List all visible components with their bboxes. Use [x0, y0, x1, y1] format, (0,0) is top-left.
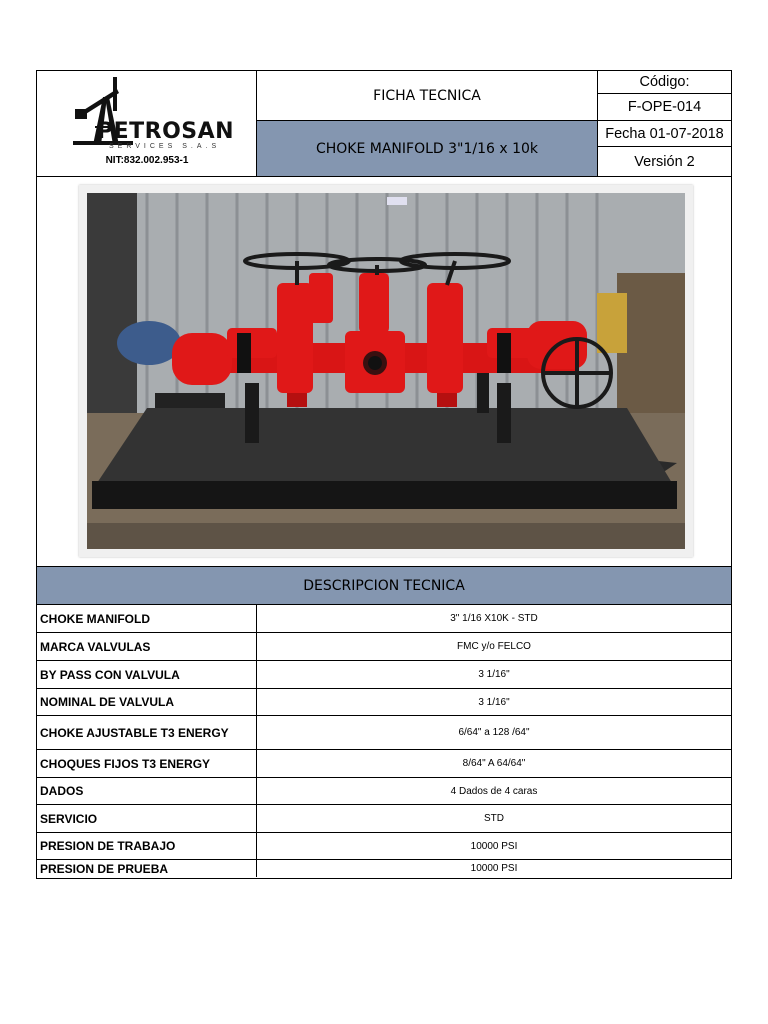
spec-label: MARCA VALVULAS: [37, 633, 257, 660]
table-row: [37, 833, 731, 860]
choke-manifold-illustration: [87, 193, 685, 549]
spec-value: 4 Dados de 4 caras: [450, 785, 538, 797]
document-date: Fecha 01-07-2018: [598, 121, 731, 147]
spec-value: FMC y/o FELCO: [457, 641, 531, 652]
spec-label: PRESION DE TRABAJO: [37, 833, 257, 859]
table-row: [37, 805, 731, 833]
spec-label: CHOKE AJUSTABLE T3 ENERGY: [37, 716, 257, 749]
table-row: [37, 778, 731, 805]
table-row: [37, 750, 731, 778]
photo-cell: [37, 177, 731, 567]
spec-label: DADOS: [37, 778, 257, 804]
code-value: F-OPE-014: [598, 94, 731, 121]
table-row: [37, 860, 731, 877]
brand-tagline: SERVICES S.A.S: [109, 143, 221, 150]
spec-label: CHOQUES FIJOS T3 ENERGY: [37, 750, 257, 777]
document-title: FICHA TECNICA: [257, 71, 598, 121]
logo-cell: [37, 71, 257, 177]
document-subtitle: CHOKE MANIFOLD 3"1/16 x 10k: [257, 121, 598, 177]
choke-manifold-photo: [79, 185, 693, 557]
spec-value: 3 1/16": [478, 696, 510, 708]
spec-value: 10000 PSI: [470, 840, 518, 852]
table-row: [37, 661, 731, 689]
spec-value: 6/64" a 128 /64": [458, 727, 530, 738]
brand-name: PETROSAN: [97, 119, 235, 144]
document-version: Versión 2: [598, 147, 731, 177]
spec-value: 3" 1/16 X10K - STD: [450, 613, 538, 624]
table-row: [37, 605, 731, 633]
spec-label: BY PASS CON VALVULA: [37, 661, 257, 688]
code-label: Código:: [598, 71, 731, 94]
spec-table: [37, 605, 731, 877]
company-nit: NIT:832.002.953-1: [105, 155, 189, 166]
spec-label: PRESION DE PRUEBA: [37, 860, 257, 877]
spec-value: 10000 PSI: [470, 863, 518, 874]
spec-value: 3 1/16": [478, 669, 510, 680]
spec-label: NOMINAL DE VALVULA: [37, 689, 257, 715]
table-row: [37, 689, 731, 716]
table-row: [37, 633, 731, 661]
spec-label: SERVICIO: [37, 805, 257, 832]
spec-label: CHOKE MANIFOLD: [37, 605, 257, 632]
table-row: [37, 716, 731, 750]
description-heading: DESCRIPCION TECNICA: [37, 567, 731, 605]
spec-value: 8/64" A 64/64": [462, 758, 526, 769]
spec-value: STD: [484, 813, 504, 824]
technical-sheet: [36, 70, 732, 879]
